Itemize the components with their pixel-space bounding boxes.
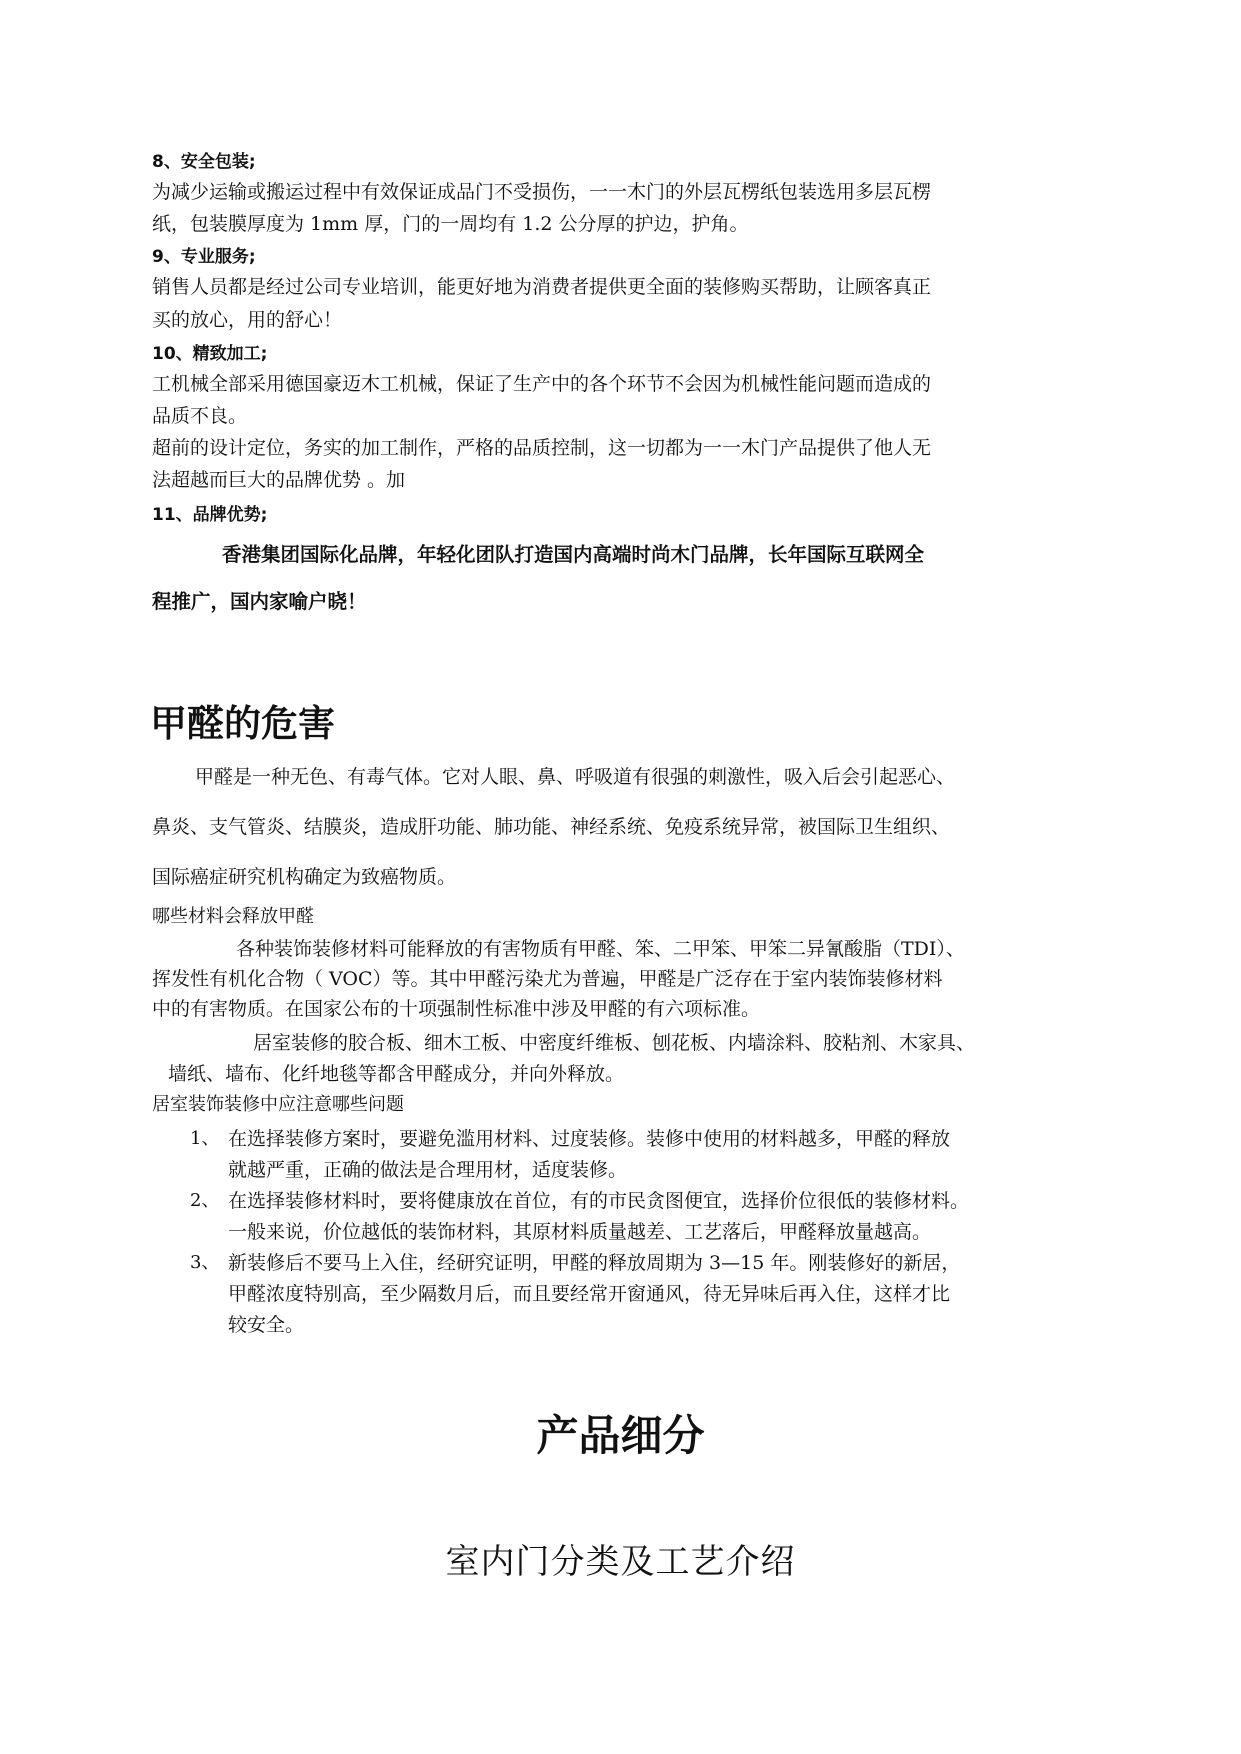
formaldehyde-title: 甲醛的危害 xyxy=(150,702,335,745)
formaldehyde-subheading: 居室装饰装修中应注意哪些问题 xyxy=(152,1094,404,1115)
product-subtitle: 室内门分类及工艺介绍 xyxy=(445,1542,796,1582)
section-8-line: 纸，包装膜厚度为 1mm 厚，门的一周均有 1.2 公分厚的护边，护角。 xyxy=(152,213,749,235)
list-item-number: 2、 xyxy=(190,1190,220,1211)
section-8-line: 为减少运输或搬运过程中有效保证成品门不受损伤，一一木门的外层瓦楞纸包装选用多层瓦楞 xyxy=(152,181,932,203)
section-11-line: 香港集团国际化品牌，年轻化团队打造国内高端时尚木门品牌，长年国际互联网全 xyxy=(222,543,925,566)
formaldehyde-intro-line: 甲醛是一种无色、有毒气体。它对人眼、鼻、呼吸道有很强的刺激性，吸入后会引起恶心、 xyxy=(195,766,956,788)
section-9-heading: 9、专业服务; xyxy=(152,247,256,267)
section-11-line: 程推广，国内家喻户晓！ xyxy=(152,590,367,613)
section-10-line: 品质不良。 xyxy=(152,405,248,427)
section-10-heading: 10、精致加工; xyxy=(152,344,268,364)
list-item-line: 甲醛浓度特别高，至少隔数月后，而且要经常开窗通风，待无异味后再入住，这样才比 xyxy=(228,1283,951,1305)
formaldehyde-intro-line: 鼻炎、支气管炎、结膜炎，造成肝功能、肺功能、神经系统、免疫系统异常，被国际卫生组织、 xyxy=(152,816,951,838)
formaldehyde-para-line: 中的有害物质。在国家公布的十项强制性标准中涉及甲醛的有六项标准。 xyxy=(152,998,761,1020)
formaldehyde-intro-line: 国际癌症研究机构确定为致癌物质。 xyxy=(152,866,457,888)
formaldehyde-para-line: 墙纸、墙布、化纤地毯等都含甲醛成分，并向外释放。 xyxy=(168,1063,625,1085)
section-10-line: 工机械全部采用德国豪迈木工机械，保证了生产中的各个环节不会因为机械性能问题而造成的 xyxy=(152,373,932,395)
list-item-line: 一般来说，价位越低的装饰材料，其原材料质量越差、工艺落后，甲醛释放量越高。 xyxy=(228,1221,932,1243)
section-9-line: 买的放心，用的舒心！ xyxy=(152,309,343,331)
list-item-line: 就越严重，正确的做法是合理用材，适度装修。 xyxy=(228,1159,628,1181)
list-item-number: 3、 xyxy=(190,1252,220,1273)
list-item-number: 1、 xyxy=(190,1128,220,1149)
formaldehyde-para-line: 居室装修的胶合板、细木工板、中密度纤维板、刨花板、内墙涂料、胶粘剂、木家具、 xyxy=(253,1032,976,1054)
product-title: 产品细分 xyxy=(536,1411,705,1460)
section-11-heading: 11、品牌优势; xyxy=(152,505,268,525)
list-item-line: 新装修后不要马上入住，经研究证明，甲醛的释放周期为 3—15 年。刚装修好的新居， xyxy=(228,1252,961,1274)
formaldehyde-para-line: 挥发性有机化合物（ VOC）等。其中甲醛污染尤为普遍，甲醛是广泛存在于室内装饰装修材料 xyxy=(152,968,943,990)
formaldehyde-para-line: 各种装饰装修材料可能释放的有害物质有甲醛、笨、二甲笨、甲笨二异氰酸脂（TDI）、 xyxy=(236,938,965,960)
section-10-line: 法超越而巨大的品牌优势 。加 xyxy=(152,469,406,491)
list-item-line: 较安全。 xyxy=(228,1314,305,1336)
list-item-line: 在选择装修方案时，要避免滥用材料、过度装修。装修中使用的材料越多，甲醛的释放 xyxy=(228,1128,951,1150)
section-9-line: 销售人员都是经过公司专业培训，能更好地为消费者提供更全面的装修购买帮助，让顾客真正 xyxy=(152,276,932,298)
section-10-line: 超前的设计定位，务实的加工制作，严格的品质控制，这一切都为一一木门产品提供了他人无 xyxy=(152,437,932,459)
list-item-line: 在选择装修材料时，要将健康放在首位，有的市民贪图便宜，选择价位很低的装修材料。 xyxy=(228,1190,970,1212)
section-8-heading: 8、安全包装; xyxy=(152,152,256,172)
formaldehyde-subheading: 哪些材料会释放甲醛 xyxy=(152,906,314,927)
